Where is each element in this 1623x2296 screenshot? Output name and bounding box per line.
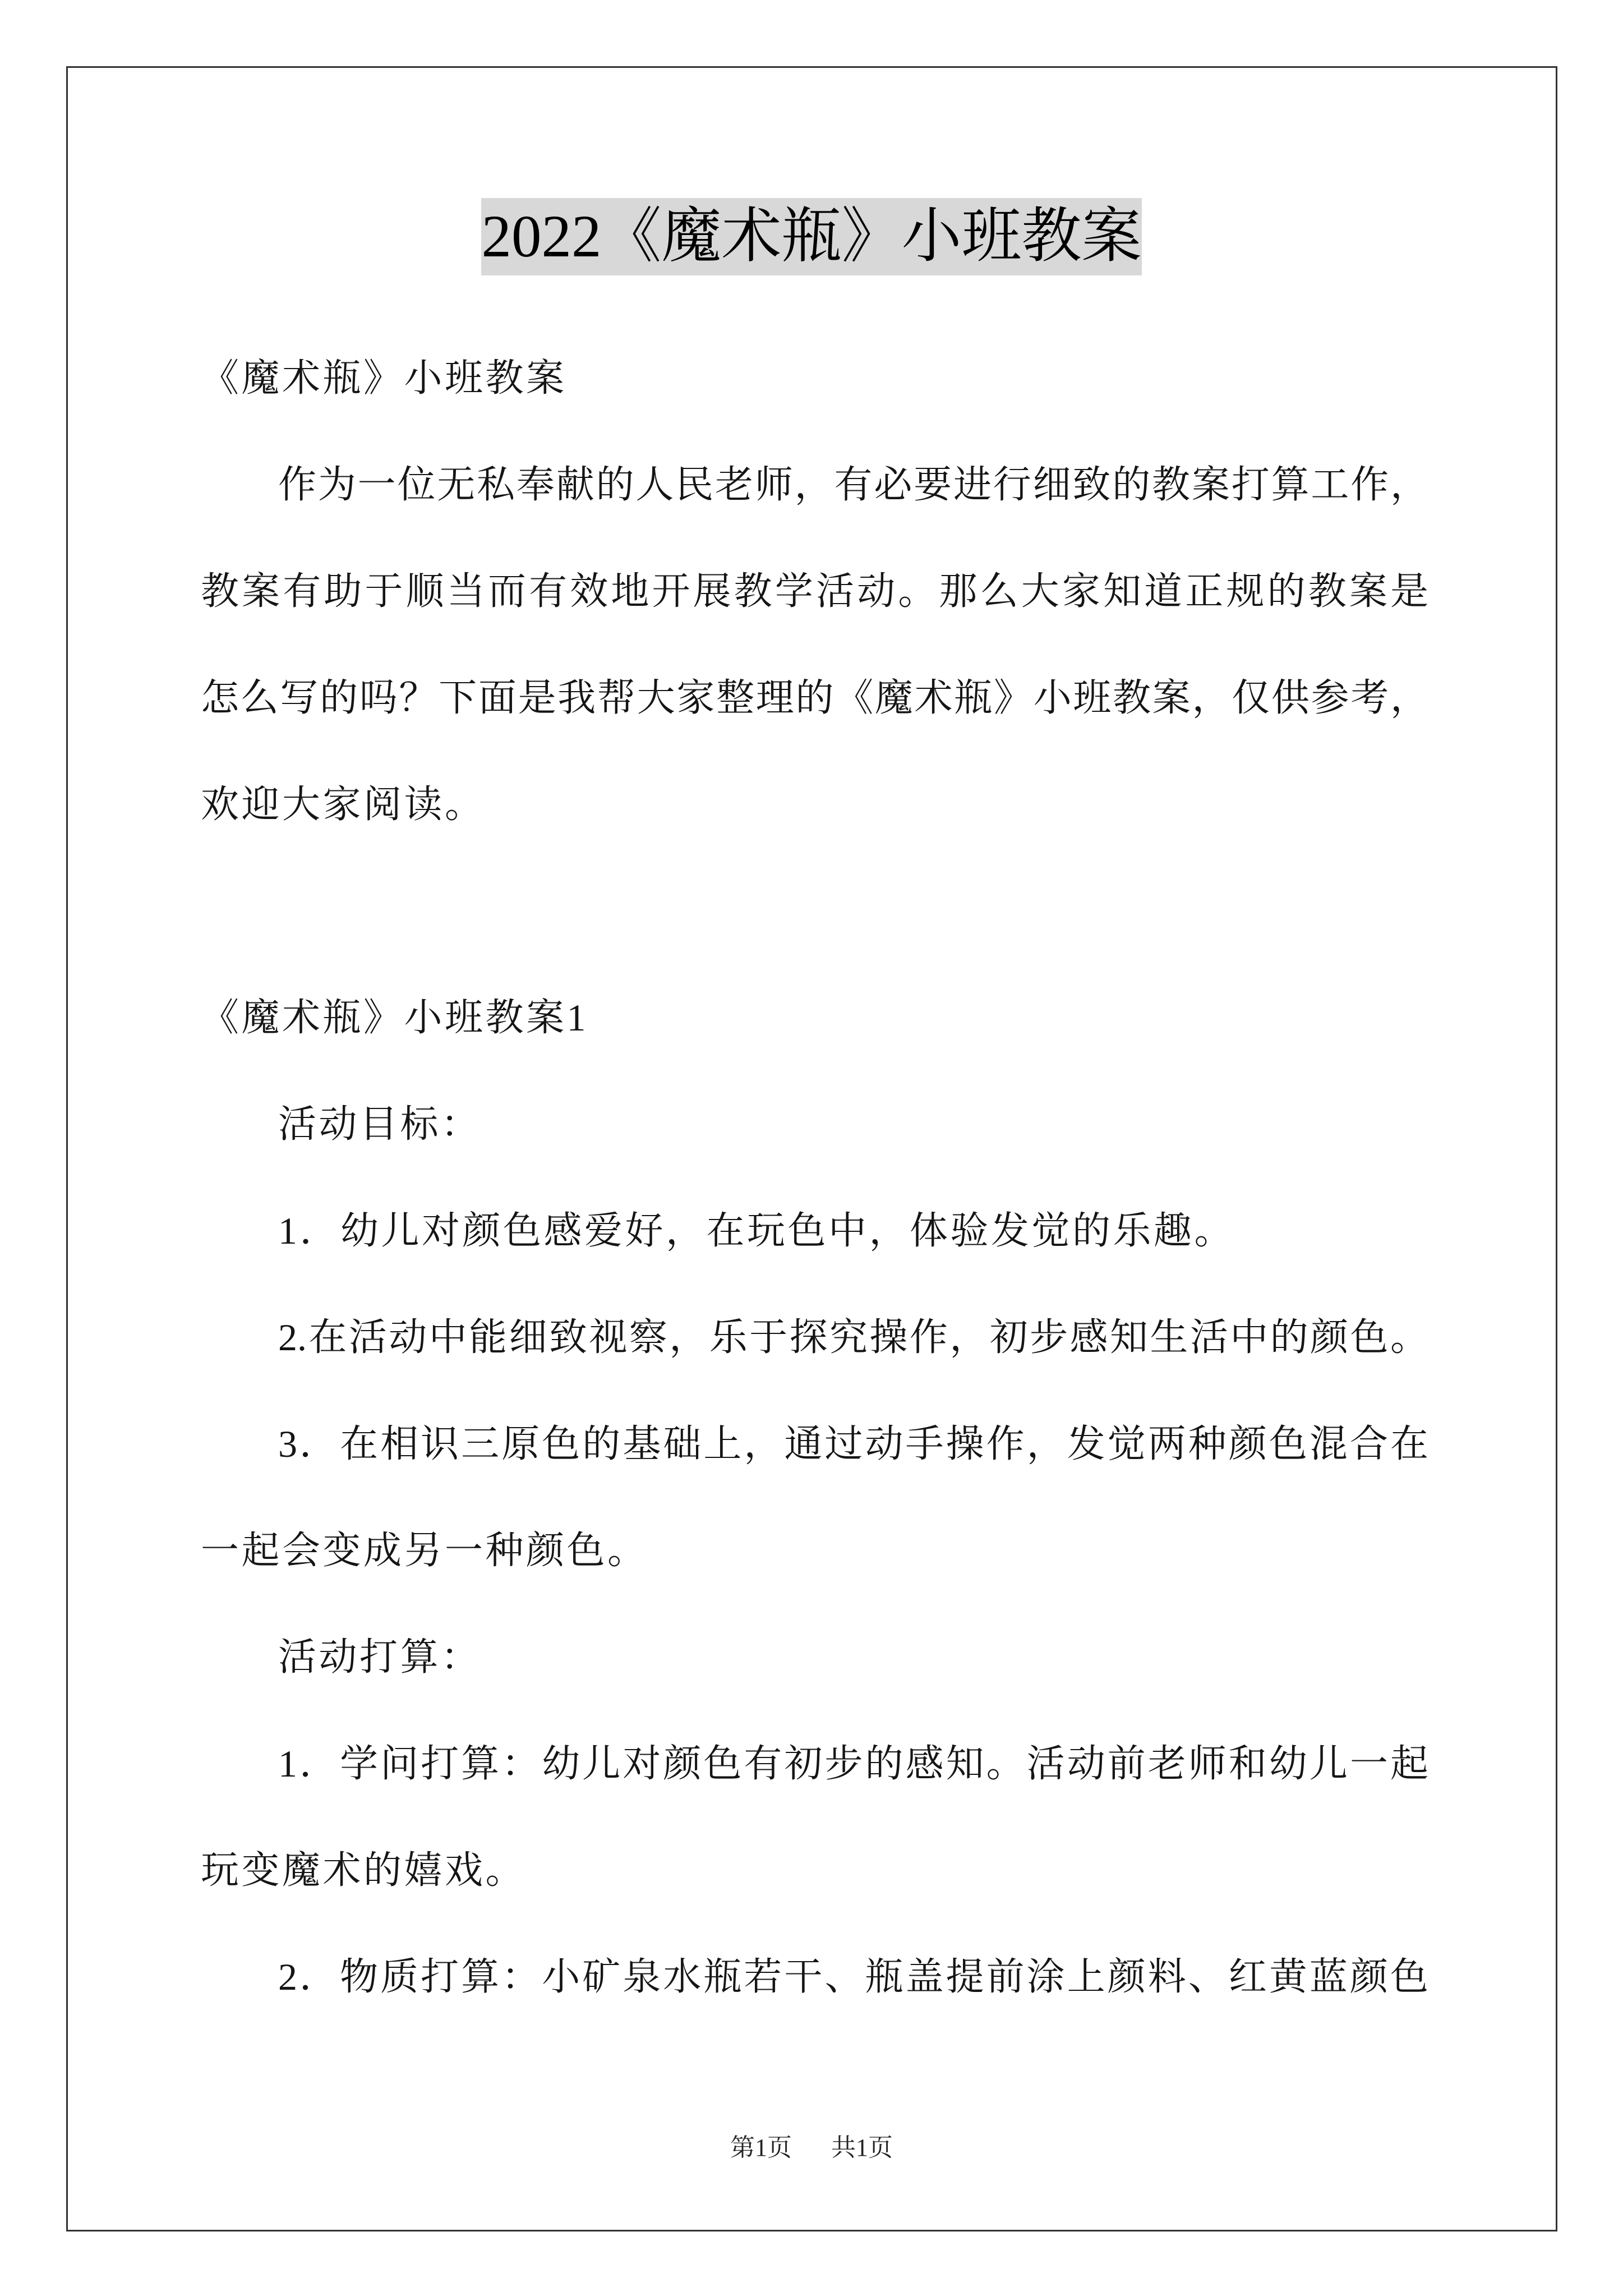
goals-heading: 活动目标： (278, 1103, 482, 1145)
goal-item-line: 一起会变成另一种颜色。 (201, 1529, 648, 1572)
title-container (0, 198, 1623, 275)
page-footer (0, 2131, 1623, 2165)
document-title: 2022《魔术瓶》小班教案 (481, 198, 1141, 275)
lesson-heading: 《魔术瓶》小班教案1 (201, 996, 589, 1039)
goal-item-line: 1．幼儿对颜色感爱好，在玩色中，体验发觉的乐趣。 (278, 1209, 1235, 1252)
intro-paragraph-line: 教案有助于顺当而有效地开展教学活动。那么大家知道正规的教案是 (201, 570, 1428, 613)
preparation-heading: 活动打算： (278, 1636, 482, 1678)
intro-paragraph-line: 欢迎大家阅读。 (201, 783, 486, 826)
preparation-item-line: 玩变魔术的嬉戏。 (201, 1849, 527, 1892)
page-total: 共1页 (831, 2134, 893, 2161)
intro-paragraph-line: 怎么写的吗？下面是我帮大家整理的《魔术瓶》小班教案，仅供参考， (201, 677, 1428, 719)
goal-item-line: 2.在活动中能细致视察，乐于探究操作，初步感知生活中的颜色。 (278, 1316, 1428, 1359)
intro-heading: 《魔术瓶》小班教案 (201, 357, 567, 399)
goal-item-line: 3．在相识三原色的基础上，通过动手操作，发觉两种颜色混合在 (278, 1423, 1428, 1465)
intro-paragraph-line: 作为一位无私奉献的人民老师，有必要进行细致的教案打算工作， (278, 463, 1428, 506)
document-body (201, 325, 1428, 2030)
preparation-item-line: 1．学问打算：幼儿对颜色有初步的感知。活动前老师和幼儿一起 (278, 1742, 1428, 1785)
page-number: 第1页 (730, 2134, 792, 2161)
preparation-item-line: 2．物质打算：小矿泉水瓶若干、瓶盖提前涂上颜料、红黄蓝颜色 (278, 1955, 1428, 1998)
